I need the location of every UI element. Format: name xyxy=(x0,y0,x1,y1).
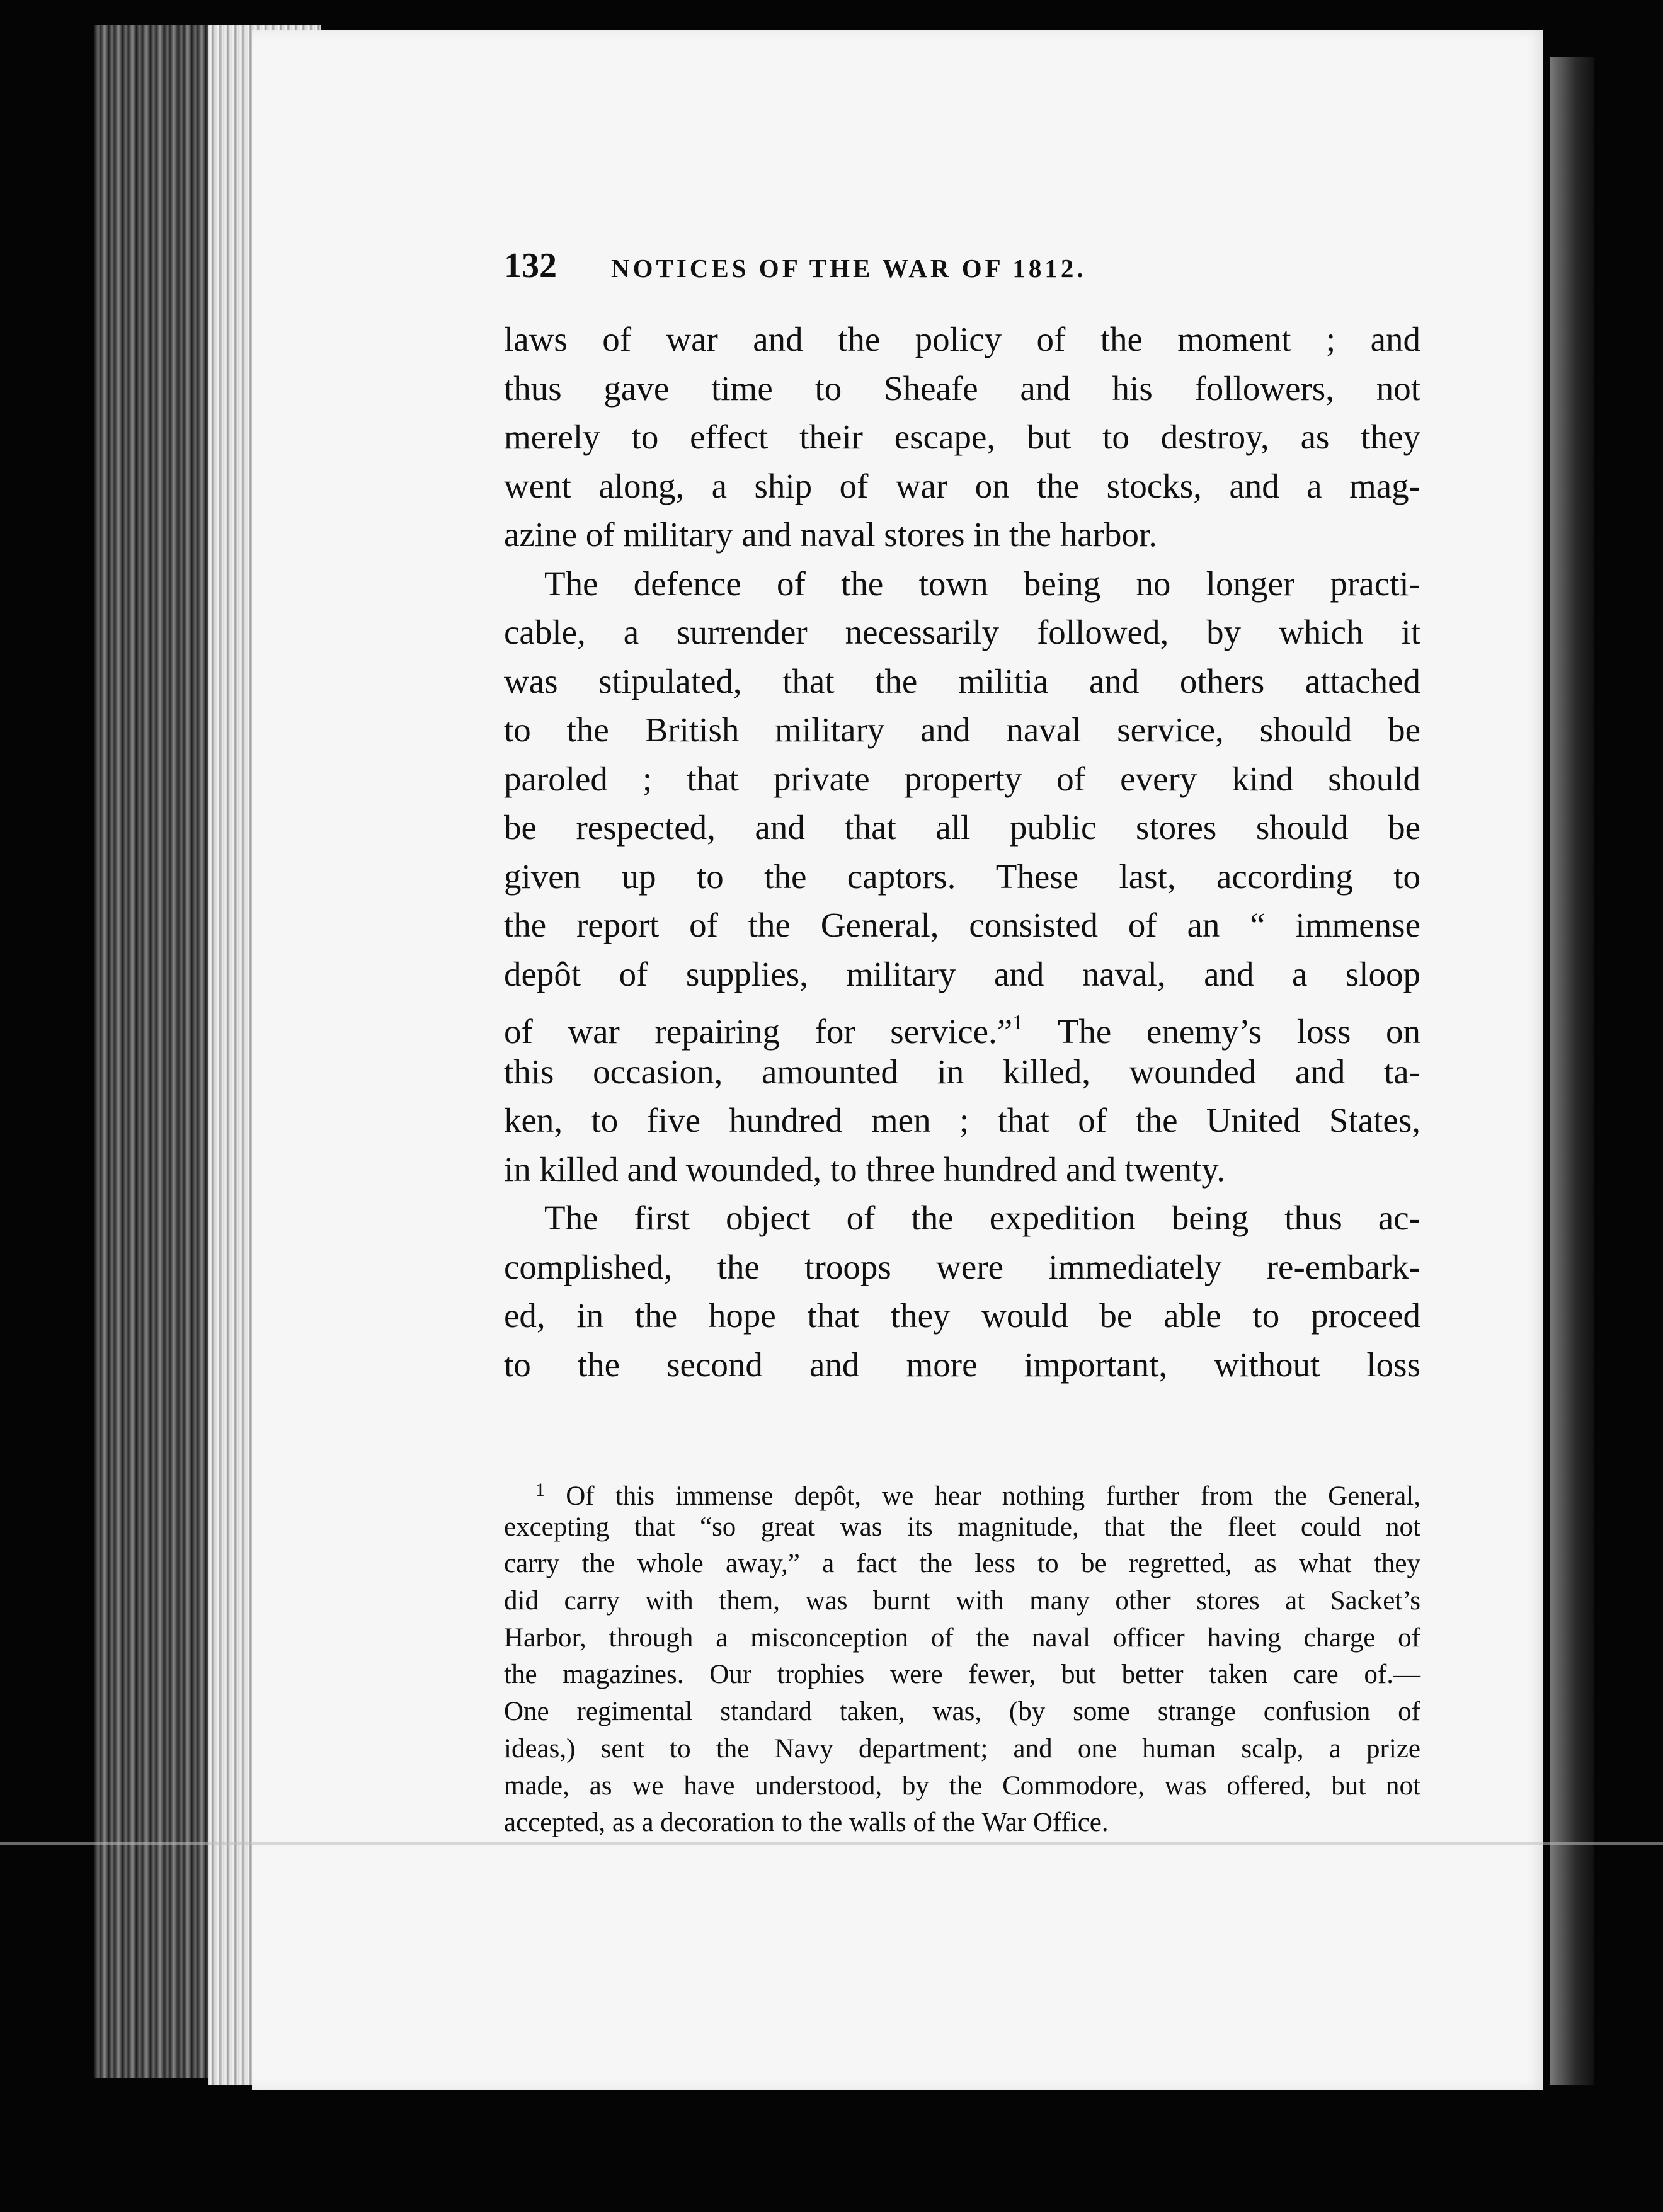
footnote-line: One regimental standard taken, was, (by some strange confusion of xyxy=(504,1697,1420,1727)
footnote-line: did carry with them, was burnt with many other stores at Sacket’s xyxy=(504,1586,1420,1616)
body-line: merely to effect their escape, but to destroy, as they xyxy=(504,418,1420,456)
footnote-line: the magazines. Our trophies were fewer, but better taken care of.— xyxy=(504,1660,1420,1690)
body-line: ken, to five hundred men ; that of the United States, xyxy=(504,1101,1420,1139)
page-number: 132 xyxy=(504,246,557,285)
body-line: be respected, and that all public stores should be xyxy=(504,808,1420,847)
footnote-line: Harbor, through a misconception of the naval officer having charge of xyxy=(504,1622,1420,1653)
footnote-line: accepted, as a decoration to the walls of the War Office. xyxy=(504,1808,1109,1838)
running-head xyxy=(504,246,1420,290)
footnotes xyxy=(504,1472,1420,1842)
body-line: ed, in the hope that they would be able to proceed xyxy=(504,1296,1420,1335)
scan-artifact-line xyxy=(0,1842,1663,1845)
body-line: to the second and more important, without loss xyxy=(504,1345,1420,1384)
page-gutter-shadow xyxy=(1550,57,1594,2085)
body-line: azine of military and naval stores in the harbor. xyxy=(504,515,1158,554)
page-content xyxy=(504,246,1420,1842)
running-title: NOTICES OF THE WAR OF 1812. xyxy=(611,254,1087,283)
body-line-with-note xyxy=(504,998,1420,1051)
footnote-text: Of this immense depôt, we hear nothing further from the General, xyxy=(566,1481,1421,1511)
footnote-line: carry the whole away,” a fact the less to be regretted, as what they xyxy=(504,1549,1420,1579)
body-line: was stipulated, that the militia and others attached xyxy=(504,661,1420,700)
body-line: paroled ; that private property of every kind should xyxy=(504,759,1420,798)
body-text xyxy=(504,315,1420,1389)
footnote-line xyxy=(504,1472,1420,1509)
footnote-line: made, as we have understood, by the Commodore, was offered, but not xyxy=(504,1770,1420,1801)
footnote-reference: 1 xyxy=(1012,1011,1024,1034)
body-line: the report of the General, consisted of an “ immense xyxy=(504,906,1420,944)
body-line: in killed and wounded, to three hundred and twenty. xyxy=(504,1149,1226,1189)
body-line: complished, the troops were immediately re-embark- xyxy=(504,1247,1420,1286)
body-line: this occasion, amounted in killed, wounded and ta- xyxy=(504,1052,1420,1091)
body-line-part: of war repairing for service.” xyxy=(504,1012,1013,1051)
body-line: depôt of supplies, military and naval, and a sloop xyxy=(504,954,1420,993)
body-line: thus gave time to Sheafe and his followers, not xyxy=(504,368,1420,408)
body-line: went along, a ship of war on the stocks, and a mag- xyxy=(504,466,1420,505)
body-line: The defence of the town being no longer practi- xyxy=(544,564,1420,603)
footnote-line: ideas,) sent to the Navy department; and one human scalp, a prize xyxy=(504,1733,1420,1764)
body-line: to the British military and naval service, should be xyxy=(504,710,1420,749)
body-line: laws of war and the policy of the moment ; and xyxy=(504,320,1420,358)
body-line: given up to the captors. These last, according to xyxy=(504,857,1420,896)
body-line-part: The enemy’s loss on xyxy=(1057,1012,1420,1051)
footnote-marker: 1 xyxy=(535,1479,545,1500)
body-line: The first object of the expedition being thus ac- xyxy=(544,1199,1420,1237)
footnote-line: excepting that “so great was its magnitude, that the fleet could not xyxy=(504,1512,1420,1542)
body-line: cable, a surrender necessarily followed, by which it xyxy=(504,613,1420,651)
